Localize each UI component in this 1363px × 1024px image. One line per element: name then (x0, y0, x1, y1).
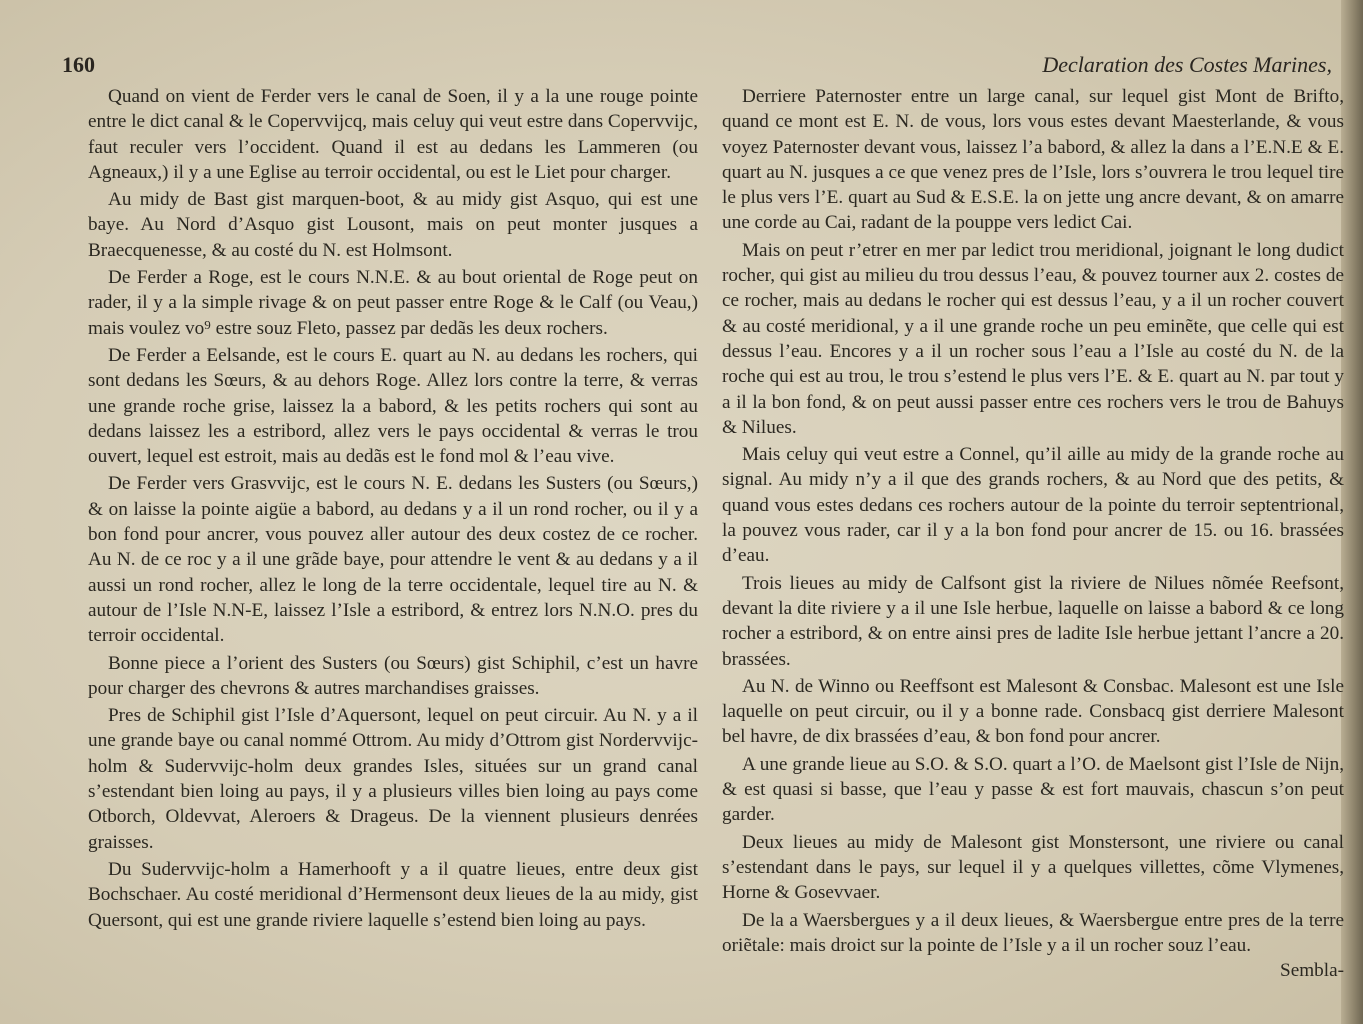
paragraph: Deux lieues au midy de Malesont gist Monstersont, une riviere ou canal s’estendant dans le pays, sur lequel il y a quelques villettes, cõme Vlymenes, Horne & Gosevvaer. (722, 831, 1344, 904)
paragraph: Au N. de Winno ou Reeffsont est Malesont & Consbac. Malesont est une Isle laquelle on peut circuir, ou il y a bonne rade. Consbacq gist derriere Malesont bel havre, de dix brassées d’eau, & bon fond pour ancrer. (722, 675, 1344, 748)
left-column (88, 84, 698, 935)
page-number: 160 (62, 52, 95, 77)
paragraph: Pres de Schiphil gist l’Isle d’Aquersont, lequel on peut circuir. Au N. y a il une grande baye ou canal nommé Ottrom. Au midy d’Ottrom gist Nordervvijc-holm & Sudervvijc-holm deux grandes Isles, situées sur un grand canal s’estendant bien loing au pays, il y a plusieurs villes bien loing au pays come Otborch, Oldevvat, Aleroers & Drageus. De la viennent plusieurs denrées graisses. (88, 705, 698, 853)
page-header (62, 52, 1332, 86)
paragraph: Mais on peut r’etrer en mer par ledict trou meridional, joignant le long dudict rocher, qui gist au milieu du trou dessus l’eau, & pouvez tourner aux 2. costes de ce rocher, mais au dedans le rocher qui est dessus l’eau, y a il un rocher couvert & au costé meridional, y a il une grande roche un peu eminẽte, que celle qui est dessus l’eau. Encores y a il un rocher sous l’eau a l’Isle au costé du N. de la roche qui est au trou, le trou s’estend le plus vers l’E. & E. quart au N. par tout y a il la bon fond, & on peut aussi passer entre ces rochers vers le trou de Bahuys & Nilues. (722, 239, 1344, 438)
paragraph: De Ferder vers Grasvvijc, est le cours N. E. dedans les Susters (ou Sœurs,) & on laisse la pointe aigüe a babord, au dedans y a il un rond rocher, ou il y a bon fond pour ancrer, vous pouvez aller autour des deux costez de ce rocher. Au N. de ce roc y a il une grãde baye, pour attendre le vent & au dedans y a il aussi un rond rocher, allez le long de la terre occidentale, lequel tire au N. & autour de l’Isle N.N-E, laissez l’Isle a estribord, & entrez lors N.N.O. pres du terroir occidental. (88, 473, 698, 647)
paragraph: De Ferder a Eelsande, est le cours E. quart au N. au dedans les rochers, qui sont dedans les Sœurs, & au dehors Roge. Allez lors contre la terre, & verras une grande roche grise, laissez la a babord, & les petits rochers qui sont au dedans laissez les a estribord, allez vers le pays occidental & verras le trou ouvert, lequel est estroit, mais au dedãs est le fond mol & l’eau vive. (88, 344, 698, 468)
catchword: Sembla- (1280, 960, 1344, 982)
paragraph: Derriere Paternoster entre un large canal, sur lequel gist Mont de Brifto, quand ce mont est E. N. de vous, lors vous estes devant Maesterlande, & vous voyez Paternoster devant vous, laissez l’a babord, & allez la dans a l’E.N.E & E. quart au N. jusques a ce que venez pres de l’Isle, lors s’ouvrera le trou lequel tire le plus vers l’E. quart au Sud & E.S.E. la on jette ung ancre devant, & on amarre une corde au Cai, radant de la pouppe vers ledict Cai. (722, 86, 1344, 234)
paragraph: Du Sudervvijc-holm a Hamerhooft y a il quatre lieues, entre deux gist Bochschaer. Au costé meridional d’Hermensont deux lieues de la au midy, gist Quersont, qui est une grande riviere laquelle s’estend bien loing au pays. (88, 858, 698, 931)
paragraph: Quand on vient de Ferder vers le canal de Soen, il y a la une rouge pointe entre le dict canal & le Copervvijcq, mais celuy qui veut estre dans Copervvijc, faut reculer vers l’occident. Quand il est au dedans les Lammeren (ou Agneaux,) il y a une Eglise au terroir occidental, ou est le Liet pour charger. (88, 86, 698, 183)
paragraph: Mais celuy qui veut estre a Connel, qu’il aille au midy de la grande roche au signal. Au midy n’y a il que des grands rochers, & au Nord que des petits, & quand vous estes dedans ces rochers autour de la pointe du terroir septentrional, la pouvez vous rader, car il y a la bon fond pour ancrer de 15. ou 16. brassées d’eau. (722, 444, 1344, 567)
book-gutter-shadow (1341, 0, 1363, 1024)
paragraph: De Ferder a Roge, est le cours N.N.E. & au bout oriental de Roge peut on rader, il y a la simple rivage & on peut passer entre Roge & le Calf (ou Veau,) mais voulez vo⁹ estre souz Fleto, passez par dedãs les deux rochers. (88, 267, 698, 339)
paragraph: Trois lieues au midy de Calfsont gist la riviere de Nilues nõmée Reefsont, devant la dite riviere y a il une Isle herbue, laquelle on laisse a babord & ce long rocher a estribord, & on entre ainsi pres de ladite Isle herbue jettant l’ancre a 20. brassées. (722, 572, 1344, 670)
paragraph: Au midy de Bast gist marquen-boot, & au midy gist Asquo, qui est une baye. Au Nord d’Asquo gist Lousont, mais on peut monter jusques a Braecquenesse, & au costé du N. est Holmsont. (88, 189, 698, 261)
paragraph: A une grande lieue au S.O. & S.O. quart a l’O. de Maelsont gist l’Isle de Nijn, & est quasi si basse, que l’eau y passe & est fort mauvais, chascun s’on peut garder. (722, 753, 1344, 826)
paragraph: Bonne piece a l’orient des Susters (ou Sœurs) gist Schiphil, c’est un havre pour charger des chevrons & autres marchandises graisses. (88, 652, 698, 699)
running-title: Declaration des Costes Marines, (1042, 52, 1332, 77)
paragraph: De la a Waersbergues y a il deux lieues, & Waersbergue entre pres de la terre oriẽtale: mais droict sur la pointe de l’Isle y a il un rocher souz l’eau. (722, 909, 1344, 956)
right-column (722, 84, 1344, 985)
